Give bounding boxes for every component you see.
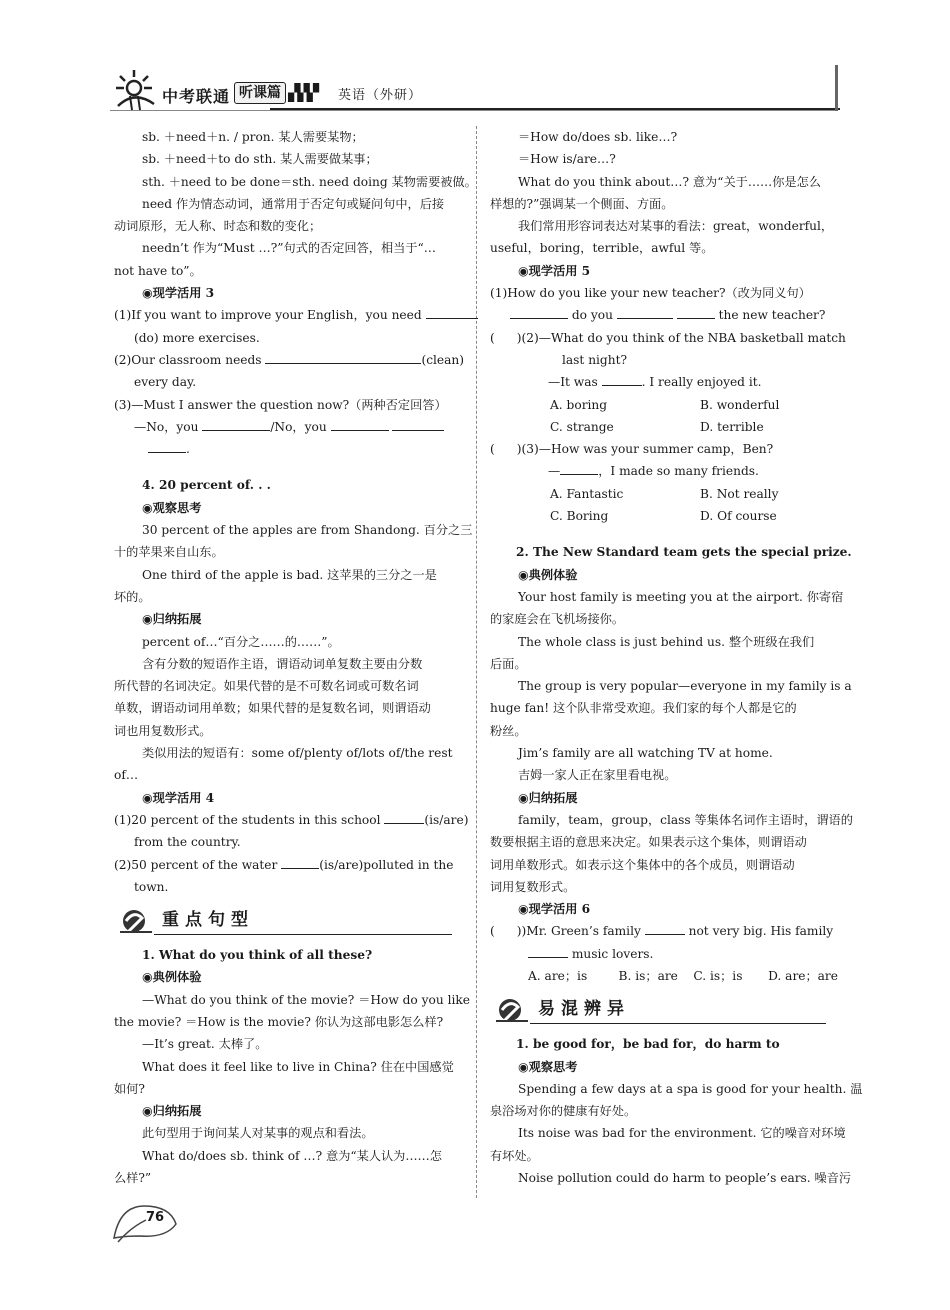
exercise-text: (1)If you want to improve your English，you need bbox=[114, 308, 422, 323]
example-line: 如何? bbox=[114, 1081, 145, 1096]
exercise-text: do you bbox=[571, 308, 613, 323]
text-line: 词用复数形式。 bbox=[490, 879, 576, 894]
text-line: 数要根据主语的意思来决定。如果表示这个集体，则谓语动 bbox=[490, 835, 807, 850]
section-underline bbox=[530, 1023, 826, 1024]
exercise-line: (1)How do you like your new teacher?（改为同义句） bbox=[490, 286, 811, 301]
option-c[interactable]: C. strange bbox=[550, 419, 614, 434]
text-line: needn’t 作为“Must …?”句式的否定回答，相当于“… bbox=[142, 241, 436, 256]
exercise-text: . I really enjoyed it. bbox=[641, 375, 762, 390]
text-line: What do you think about…? 意为“关于……你是怎么 bbox=[518, 174, 821, 189]
text-line: 词也用复数形式。 bbox=[114, 723, 212, 738]
topic-heading: 4. 20 percent of. . . bbox=[142, 478, 271, 493]
example-line: 十的苹果来自山东。 bbox=[114, 545, 224, 560]
paren-close: ) bbox=[516, 442, 522, 457]
exercise-text: (1)20 percent of the students in this school bbox=[114, 812, 381, 827]
section-key-sentences bbox=[114, 904, 464, 940]
text-line: percent of…“百分之……的……”。 bbox=[142, 634, 340, 649]
header-rule bbox=[110, 110, 838, 111]
section-title: 易混辨异 bbox=[538, 999, 630, 1020]
option-b[interactable]: B. Not really bbox=[700, 486, 779, 501]
paren-open: ( bbox=[490, 330, 495, 345]
exercise-text: not very big. His family bbox=[688, 924, 834, 939]
paren-close: ) bbox=[516, 330, 522, 345]
answer-blank[interactable] bbox=[617, 305, 673, 319]
answer-slot[interactable] bbox=[495, 440, 517, 453]
example-heading: ◉典例体验 bbox=[518, 567, 578, 582]
example-line: Jim’s family are all watching TV at home. bbox=[518, 746, 773, 761]
options-row bbox=[490, 483, 838, 505]
text-line: 此句型用于询问某人对某事的观点和看法。 bbox=[142, 1126, 374, 1141]
example-line: What does it feel like to live in China? 住在中国感觉 bbox=[142, 1059, 454, 1074]
text-line: 含有分数的短语作主语，谓语动词单复数主要由分数 bbox=[142, 656, 423, 671]
text-line: 么样?” bbox=[114, 1171, 152, 1186]
exercise-line: last night? bbox=[562, 352, 628, 367]
section-title: 重点句型 bbox=[162, 910, 254, 931]
text-line: ＝How do/does sb. like…? bbox=[518, 130, 678, 144]
exercise-text: — bbox=[548, 464, 561, 479]
left-column bbox=[114, 126, 477, 1189]
example-line: Its noise was bad for the environment. 它的噪音对环境 bbox=[518, 1126, 846, 1141]
slash-decoration-icon: ▞▞▞ bbox=[288, 83, 316, 102]
exercise-text: the new teacher? bbox=[718, 308, 826, 323]
exercise-line bbox=[490, 438, 838, 460]
header-side-bar bbox=[835, 65, 838, 111]
exercise-text: /No，you bbox=[270, 419, 327, 434]
exercise-line: town. bbox=[134, 879, 169, 894]
sun-logo-icon bbox=[110, 66, 162, 112]
exercise-line bbox=[114, 349, 464, 371]
exercise-text: (2)—What do you think of the NBA basketball match bbox=[521, 330, 846, 345]
option-a[interactable]: A. Fantastic bbox=[550, 486, 624, 501]
practice-heading: ◉现学活用 3 bbox=[142, 286, 215, 301]
practice-heading: ◉现学活用 6 bbox=[518, 902, 591, 917]
text-line: family，team，group，class 等集体名词作主语时，谓语的 bbox=[518, 812, 853, 827]
option-c[interactable]: C. Boring bbox=[550, 509, 609, 524]
practice-heading: ◉现学活用 5 bbox=[518, 263, 591, 278]
example-line: The group is very popular—everyone in my family is a bbox=[518, 679, 852, 694]
exercise-line bbox=[114, 854, 464, 876]
topic-heading: 1. be good for，be bad for，do harm to bbox=[516, 1037, 780, 1052]
example-line: —What do you think of the movie? ＝How do you like bbox=[142, 992, 470, 1007]
exercise-line bbox=[114, 438, 464, 460]
exercise-line: (3)—Must I answer the question now?（两种否定回答） bbox=[114, 397, 447, 412]
example-line: One third of the apple is bad. 这苹果的三分之一是 bbox=[142, 567, 437, 582]
subject-label: 英语（外研） bbox=[338, 88, 423, 103]
answer-blank[interactable] bbox=[426, 305, 478, 319]
option-b[interactable]: B. wonderful bbox=[700, 397, 780, 412]
option-d[interactable]: D. Of course bbox=[700, 509, 777, 524]
text-line: sb. ＋need＋to do sth. 某人需要做某事； bbox=[142, 152, 378, 167]
observe-heading: ◉观察思考 bbox=[142, 500, 202, 515]
answer-slot[interactable] bbox=[495, 329, 517, 342]
practice-heading: ◉现学活用 4 bbox=[142, 790, 215, 805]
answer-blank[interactable] bbox=[602, 372, 642, 386]
exercise-text: (is/are) bbox=[424, 812, 469, 827]
exercise-line bbox=[114, 304, 464, 326]
exercise-text: —No，you bbox=[134, 419, 199, 434]
text-line: 样想的?”强调某一个侧面、方面。 bbox=[490, 196, 674, 211]
exercise-line: from the country. bbox=[134, 835, 241, 850]
answer-blank[interactable] bbox=[202, 417, 270, 431]
exercise-text: ，I made so many friends. bbox=[598, 464, 759, 479]
answer-blank[interactable] bbox=[265, 350, 421, 364]
example-line: Your host family is meeting you at the airport. 你寄宿 bbox=[518, 589, 844, 604]
option-c[interactable]: C. is；is bbox=[693, 968, 743, 983]
text-line: 动词原形，无人称、时态和数的变化； bbox=[114, 219, 322, 234]
exercise-text: —It was bbox=[548, 375, 598, 390]
exercise-line: (do) more exercises. bbox=[134, 330, 260, 345]
answer-blank[interactable] bbox=[148, 439, 186, 453]
answer-blank[interactable] bbox=[331, 417, 389, 431]
topic-heading: 2. The New Standard team gets the special prize. bbox=[516, 545, 852, 560]
example-line: The whole class is just behind us. 整个班级在我们 bbox=[518, 634, 815, 649]
text-line: 单数，谓语动词用单数；如果代替的是复数名词，则谓语动 bbox=[114, 701, 431, 716]
option-a[interactable]: A. are；is bbox=[528, 968, 588, 983]
example-line: 泉浴场对你的健康有好处。 bbox=[490, 1104, 637, 1119]
summary-heading: ◉归纳拓展 bbox=[142, 1104, 202, 1119]
exercise-line bbox=[490, 460, 838, 482]
option-d[interactable]: D. terrible bbox=[700, 419, 764, 434]
observe-heading: ◉观察思考 bbox=[518, 1059, 578, 1074]
answer-slot[interactable] bbox=[495, 922, 517, 935]
example-line: Noise pollution could do harm to people’s ears. 噪音污 bbox=[518, 1171, 852, 1186]
option-a[interactable]: A. boring bbox=[550, 397, 608, 412]
right-column bbox=[490, 126, 863, 1189]
text-line: 我们常用形容词表达对某事的看法：great，wonderful， bbox=[518, 219, 834, 234]
exercise-text: (clean) bbox=[421, 352, 465, 367]
option-d[interactable]: D. are；are bbox=[768, 968, 838, 983]
text-line: 类似用法的短语有：some of/plenty of/lots of/the rest bbox=[142, 746, 453, 761]
leaf-page-icon bbox=[110, 1198, 180, 1244]
section-confusables bbox=[490, 993, 838, 1029]
example-line: 30 percent of the apples are from Shandong. 百分之三 bbox=[142, 523, 473, 538]
answer-blank[interactable] bbox=[560, 461, 598, 475]
answer-blank[interactable] bbox=[281, 855, 319, 869]
example-line: 吉姆一家人正在家里看电视。 bbox=[518, 768, 677, 783]
brand-title: 中考联通 bbox=[162, 87, 231, 106]
option-b[interactable]: B. is；are bbox=[618, 968, 678, 983]
paren-open: ( bbox=[490, 924, 495, 939]
exercise-line bbox=[490, 943, 838, 965]
section-underline bbox=[154, 934, 452, 935]
options-row bbox=[490, 965, 838, 987]
answer-blank[interactable] bbox=[677, 305, 715, 319]
exercise-text: (2)50 percent of the water bbox=[114, 857, 278, 872]
page-header bbox=[110, 64, 840, 116]
example-line: Spending a few days at a spa is good for your health. 温 bbox=[518, 1081, 863, 1096]
example-line: the movie? ＝How is the movie? 你认为这部电影怎么样? bbox=[114, 1014, 444, 1029]
text-line: of… bbox=[114, 768, 139, 783]
text-line: 词用单数形式。如表示这个集体中的各个成员，则谓语动 bbox=[490, 857, 795, 872]
exercise-line bbox=[490, 371, 838, 393]
example-line: 坏的。 bbox=[114, 589, 151, 604]
exercise-text: )Mr. Green’s family bbox=[521, 924, 641, 939]
paren-close: ) bbox=[516, 924, 522, 939]
section-swirl-icon bbox=[118, 906, 154, 936]
options-row bbox=[490, 505, 838, 527]
exercise-text: . bbox=[186, 442, 190, 457]
exercise-line bbox=[114, 809, 469, 831]
exercise-line bbox=[490, 304, 838, 326]
options-row bbox=[490, 394, 838, 416]
example-line: 的家庭会在飞机场接你。 bbox=[490, 612, 625, 627]
exercise-text: (is/are)polluted in the bbox=[319, 857, 454, 872]
exercise-line: every day. bbox=[134, 375, 197, 390]
text-line: need 作为情态动词，通常用于否定句或疑问句中，后接 bbox=[142, 196, 445, 211]
text-line: What do/does sb. think of …? 意为“某人认为……怎 bbox=[142, 1148, 442, 1163]
example-line: —It’s great. 太棒了。 bbox=[142, 1037, 268, 1052]
summary-heading: ◉归纳拓展 bbox=[142, 612, 202, 627]
summary-heading: ◉归纳拓展 bbox=[518, 790, 578, 805]
exercise-text: music lovers. bbox=[571, 946, 654, 961]
page-footer bbox=[110, 1198, 190, 1248]
answer-blank[interactable] bbox=[645, 921, 685, 935]
text-line: 所代替的名词决定。如果代替的是不可数名词或可数名词 bbox=[114, 679, 419, 694]
exercise-text: (2)Our classroom needs bbox=[114, 352, 262, 367]
exercise-line bbox=[114, 416, 464, 438]
answer-blank[interactable] bbox=[528, 944, 568, 958]
example-heading: ◉典例体验 bbox=[142, 970, 202, 985]
text-line: sb. ＋need＋n. / pron. 某人需要某物； bbox=[142, 130, 364, 144]
example-line: 后面。 bbox=[490, 656, 527, 671]
answer-blank[interactable] bbox=[510, 305, 568, 319]
example-line: huge fan! 这个队非常受欢迎。我们家的每个人都是它的 bbox=[490, 701, 797, 716]
example-line: 粉丝。 bbox=[490, 723, 527, 738]
text-line: not have to”。 bbox=[114, 263, 202, 278]
topic-heading: 1. What do you think of all these? bbox=[142, 948, 373, 963]
exercise-line bbox=[490, 920, 838, 942]
paren-open: ( bbox=[490, 442, 495, 457]
answer-blank[interactable] bbox=[384, 810, 424, 824]
example-line: 有坏处。 bbox=[490, 1148, 539, 1163]
exercise-text: (3)—How was your summer camp，Ben? bbox=[521, 442, 774, 457]
exercise-line bbox=[490, 327, 846, 349]
text-line: sth. ＋need to be done＝sth. need doing 某物需要被做。 bbox=[142, 174, 477, 189]
text-line: useful，boring，terrible，awful 等。 bbox=[490, 241, 714, 256]
column-divider bbox=[476, 126, 477, 1198]
section-tag: 听课篇 bbox=[234, 82, 286, 104]
section-swirl-icon bbox=[494, 995, 530, 1025]
text-line: ＝How is/are…? bbox=[518, 152, 616, 167]
options-row bbox=[490, 416, 838, 438]
answer-blank[interactable] bbox=[392, 417, 444, 431]
page-number: 76 bbox=[146, 1210, 165, 1225]
